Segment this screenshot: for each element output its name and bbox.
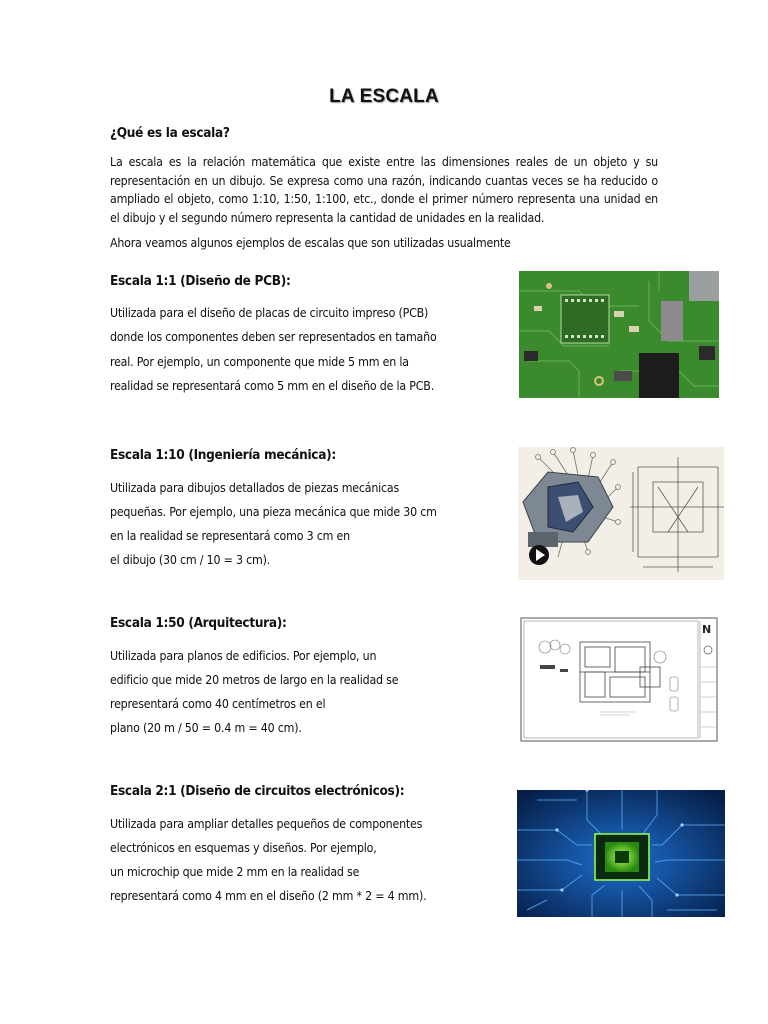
section-line: representará como 4 mm en el diseño (2 mm * 2 = 4 mm). xyxy=(110,889,427,903)
north-arrow-icon: N xyxy=(702,623,712,636)
architecture-plan-image xyxy=(520,617,718,742)
section-line: realidad se representará como 5 mm en el diseño de la PCB. xyxy=(110,379,435,393)
section-line: real. Por ejemplo, un componente que mide 5 mm en la xyxy=(110,355,409,369)
section-line: edificio que mide 20 metros de largo en la realidad se xyxy=(110,673,399,687)
section-line: el dibujo (30 cm / 10 = 3 cm). xyxy=(110,553,271,567)
section-line: Utilizada para ampliar detalles pequeños de componentes xyxy=(110,817,423,831)
section-heading-mecanica: Escala 1:10 (Ingeniería mecánica): xyxy=(110,447,336,463)
section-line: representará como 40 centímetros en el xyxy=(110,697,326,711)
section-line: Utilizada para dibujos detallados de piezas mecánicas xyxy=(110,481,400,495)
pcb-image xyxy=(519,271,719,398)
section-heading-pcb: Escala 1:1 (Diseño de PCB): xyxy=(110,273,291,289)
examples-intro: Ahora veamos algunos ejemplos de escalas que son utilizadas usualmente xyxy=(110,236,511,250)
section-line: pequeñas. Por ejemplo, una pieza mecánica que mide 30 cm xyxy=(110,505,437,519)
section-heading-circuitos: Escala 2:1 (Diseño de circuitos electrónicos): xyxy=(110,783,405,799)
section-line: electrónicos en esquemas y diseños. Por ejemplo, xyxy=(110,841,377,855)
mechanical-drawing-image xyxy=(518,447,724,580)
intro-paragraph: La escala es la relación matemática que existe entre las dimensiones reales de un objeto y su representación en un dibujo. Se expresa como una razón, indicando cuantas veces se ha reducido o ampliado el objeto, como 1:10, 1:50, 1:100, etc., donde el primer número representa una unidad en el dibujo y el segundo número representa la cantidad de unidades en la realidad. xyxy=(110,155,658,225)
page-title: LA ESCALA xyxy=(329,86,439,107)
question-heading: ¿Qué es la escala? xyxy=(110,125,230,141)
section-line: Utilizada para el diseño de placas de circuito impreso (PCB) xyxy=(110,306,429,320)
section-line: plano (20 m / 50 = 0.4 m = 40 cm). xyxy=(110,721,302,735)
microchip-image xyxy=(517,790,725,917)
section-line: Utilizada para planos de edificios. Por ejemplo, un xyxy=(110,649,377,663)
section-line: donde los componentes deben ser representados en tamaño xyxy=(110,330,437,344)
section-heading-arquitectura: Escala 1:50 (Arquitectura): xyxy=(110,615,287,631)
section-line: en la realidad se representará como 3 cm en xyxy=(110,529,350,543)
section-line: un microchip que mide 2 mm en la realidad se xyxy=(110,865,360,879)
